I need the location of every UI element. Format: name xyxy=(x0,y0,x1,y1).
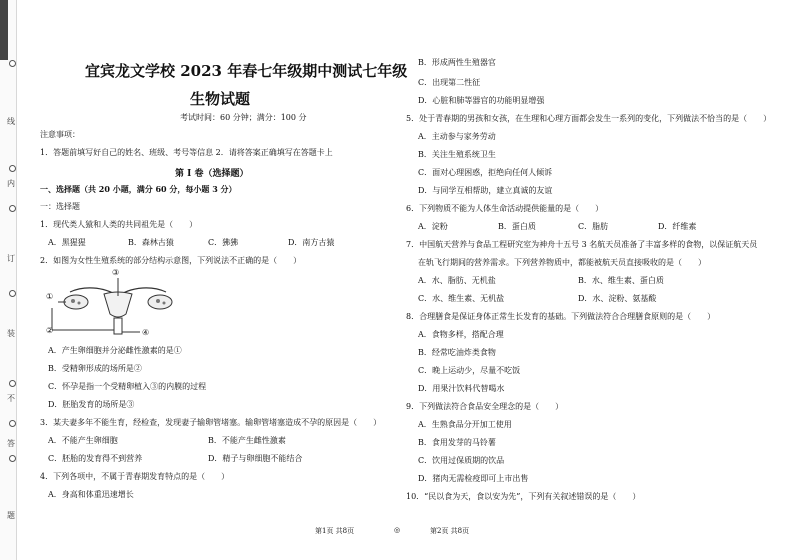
option: B．水、维生素、蛋白质 xyxy=(578,276,664,285)
option: A．水、脂肪、无机盐 xyxy=(418,276,496,285)
exam-title: 宜宾龙文学校 2023 年春七年级期中测试七年级 xyxy=(85,62,408,80)
binding-char: 内 xyxy=(7,179,15,188)
option: C．水、维生素、无机盐 xyxy=(418,294,505,303)
binding-char: 订 xyxy=(7,254,15,263)
female-reproductive-diagram xyxy=(48,268,188,340)
question-10-stem: 10．“民以食为天，食以安为先”，下列有关叙述错误的是（ ） xyxy=(406,492,641,501)
option: D．水、淀粉、氨基酸 xyxy=(578,294,657,303)
option: A．食物多样，搭配合理 xyxy=(418,330,504,339)
page-number-left: 第1页 共8页 xyxy=(315,527,355,535)
notes-heading: 注意事项： xyxy=(40,130,80,139)
question-8-stem: 8．合理膳食是保证身体正常生长发育的基础。下列做法符合合理膳食原则的是（ ） xyxy=(406,312,716,321)
exam-info: 考试时间：60 分钟；满分：100 分 xyxy=(180,113,307,122)
binding-hole xyxy=(9,205,16,212)
binding-hole xyxy=(9,165,16,172)
section-heading: 一、选择题（共 20 小题，满分 60 分，每小题 3 分） xyxy=(40,184,237,194)
option: D．与同学互相帮助，建立真诚的友谊 xyxy=(418,186,553,195)
binding-char: 不 xyxy=(7,394,15,403)
page-number-right: 第2页 共8页 xyxy=(430,527,470,535)
option: D．心脏和肺等器官的功能明显增强 xyxy=(418,96,545,105)
question-2-stem: 2．如图为女性生殖系统的部分结构示意图，下列说法不正确的是（ ） xyxy=(40,256,302,265)
diagram-label: ② xyxy=(46,326,54,335)
option: C．脂肪 xyxy=(578,222,609,231)
question-3-stem: 3．某夫妻多年不能生育，经检查，发现妻子输卵管堵塞。输卵管堵塞造成不孕的原因是（ ） xyxy=(40,418,382,427)
binding-hole xyxy=(9,380,16,387)
diagram-label: ④ xyxy=(142,328,150,337)
option: D．精子与卵细胞不能结合 xyxy=(208,454,303,463)
question-7-stem: 7．中国航天营养与食品工程研究室为神舟十五号 3 名航天员准备了丰富多样的食物，以保证航天员 xyxy=(406,240,758,249)
option: B．森林古猿 xyxy=(128,238,174,247)
question-7-stem-cont: 在轨飞行期间的营养需求。下列营养物质中，都能被航天员直接吸收的是（ ） xyxy=(418,258,706,267)
right-page xyxy=(400,0,770,560)
binding-hole xyxy=(9,455,16,462)
binding-char: 题 xyxy=(7,511,15,520)
option: C．晚上运动少，尽量不吃饭 xyxy=(418,366,521,375)
option: A．黑猩猩 xyxy=(48,238,86,247)
question-5-stem: 5．处于青春期的男孩和女孩，在生理和心理方面都会发生一系列的变化，下列做法不恰当的是（ ） xyxy=(406,114,772,123)
option: B．经常吃油炸类食物 xyxy=(418,348,496,357)
option: B．不能产生雌性激素 xyxy=(208,436,286,445)
left-page xyxy=(30,0,408,560)
binding-char: 答 xyxy=(7,439,15,448)
option: D．猪肉无需检疫即可上市出售 xyxy=(418,474,529,483)
question-9-stem: 9．下列做法符合食品安全理念的是（ ） xyxy=(406,402,564,411)
exam-subject: 生物试题 xyxy=(190,90,251,108)
option: C．胚胎的发育得不到营养 xyxy=(48,454,143,463)
question-1-stem: 1．现代类人猿和人类的共同祖先是（ ） xyxy=(40,220,198,229)
question-4-stem: 4．下列各项中，不属于青春期发育特点的是（ ） xyxy=(40,472,230,481)
option: D．用果汁饮料代替喝水 xyxy=(418,384,505,393)
diagram-label: ① xyxy=(46,292,54,301)
binding-margin xyxy=(0,0,17,560)
scrollbar-thumb[interactable] xyxy=(0,0,8,60)
option: C．狒狒 xyxy=(208,238,239,247)
binding-hole xyxy=(9,290,16,297)
option: B．食用发芽的马铃薯 xyxy=(418,438,496,447)
option: C．面对心理困惑，拒绝向任何人倾诉 xyxy=(418,168,553,177)
option: B．蛋白质 xyxy=(498,222,536,231)
binding-hole xyxy=(9,420,16,427)
option: A．淀粉 xyxy=(418,222,448,231)
option: A．身高和体重迅速增长 xyxy=(48,490,134,499)
footer-center-mark: ◎ xyxy=(394,526,401,534)
section-sub: 一：选择题 xyxy=(40,202,80,211)
part-heading: 第 I 卷（选择题） xyxy=(175,169,249,179)
option: A．不能产生卵细胞 xyxy=(48,436,118,445)
notes-item: 1．答题前填写好自己的姓名、班级、考号等信息 2．请将答案正确填写在答题卡上 xyxy=(40,148,333,157)
option: C．出现第二性征 xyxy=(418,78,481,87)
option: D．胚胎发育的场所是③ xyxy=(48,400,135,409)
binding-char: 装 xyxy=(7,329,15,338)
option: A．主动参与家务劳动 xyxy=(418,132,496,141)
option: D．纤维素 xyxy=(658,222,697,231)
diagram-label: ③ xyxy=(112,268,120,277)
option: C．怀孕是指一个受精卵植入③的内膜的过程 xyxy=(48,382,207,391)
option: C．饮用过保质期的饮品 xyxy=(418,456,505,465)
binding-char: 线 xyxy=(7,117,15,126)
option: A．产生卵细胞并分泌雌性激素的是① xyxy=(48,346,182,355)
question-6-stem: 6．下列物质不能为人体生命活动提供能量的是（ ） xyxy=(406,204,604,213)
option: B．形成两性生殖器官 xyxy=(418,58,496,67)
option: D．南方古猿 xyxy=(288,238,335,247)
option: B．关注生殖系统卫生 xyxy=(418,150,496,159)
option: B．受精卵形成的场所是② xyxy=(48,364,142,373)
binding-hole xyxy=(9,60,16,67)
option: A．生熟食品分开加工使用 xyxy=(418,420,512,429)
